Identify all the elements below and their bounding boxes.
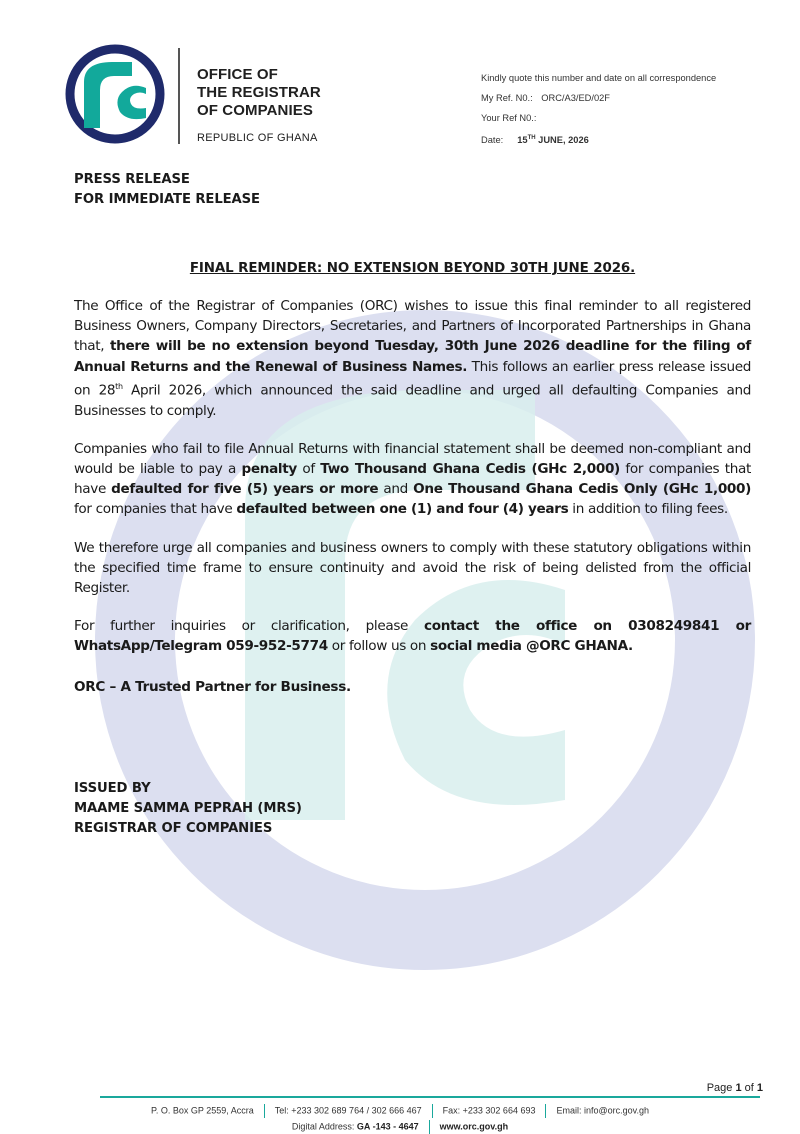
p4-bold-1: contact the office on 0308249841 or WhatsApp/Telegram 059-952-5774 xyxy=(74,618,751,655)
organization-name xyxy=(197,66,321,144)
p4-text-1: For further inquiries or clarification, please xyxy=(74,618,425,635)
org-line-1: OFFICE OF xyxy=(197,66,278,83)
signoff-block xyxy=(74,779,302,839)
fax: Fax: +233 302 664 693 xyxy=(442,1105,536,1116)
p2-bold-3: defaulted for five (5) years or more xyxy=(111,481,379,498)
p2-bold-4: One Thousand Ghana Cedis Only (GHc 1,000) xyxy=(413,481,752,498)
my-ref-value: ORC/A3/ED/02F xyxy=(541,93,610,103)
your-ref-label: Your Ref N0.: xyxy=(481,113,537,123)
header-divider xyxy=(178,48,180,144)
date-value xyxy=(517,135,589,145)
date-label: Date: xyxy=(481,135,504,146)
your-ref xyxy=(481,112,716,132)
p4-text-2: or follow us on xyxy=(327,638,431,655)
footer-separator xyxy=(429,1120,430,1134)
p2-text-4: and xyxy=(378,481,414,498)
paragraph-1 xyxy=(74,296,751,421)
date-day: 15 xyxy=(517,135,528,146)
page-total: 1 xyxy=(756,1082,763,1094)
p2-text-1: Companies who fail to file Annual Returns with financial statement shall be deemed non-compliant and would be liable to pay a xyxy=(74,440,751,477)
page-current: 1 xyxy=(735,1082,742,1094)
issued-by: ISSUED BY xyxy=(74,781,151,796)
footer-separator xyxy=(545,1104,546,1118)
org-line-3: OF COMPANIES xyxy=(197,102,313,119)
my-ref-label: My Ref. N0.: xyxy=(481,93,533,103)
date-sup: TH xyxy=(527,135,536,141)
p2-text-6: in addition to filing fees. xyxy=(568,501,728,518)
p4-bold-2: social media @ORC GHANA. xyxy=(430,638,633,655)
registrar-title: REGISTRAR OF COMPANIES xyxy=(74,821,273,836)
immediate-release-label: FOR IMMEDIATE RELEASE xyxy=(74,192,260,207)
p1-text-1: The Office of the Registrar of Companies (ORC) wishes to issue this final reminder to all registered Business Owners, Company Directors, Secretaries, and Partners of Incorporated Partnerships in Ghana that, xyxy=(74,298,751,355)
digital-address-value: GA -143 - 4647 xyxy=(356,1121,419,1132)
p2-bold-5: defaulted between one (1) and four (4) years xyxy=(236,501,569,518)
paragraph-4 xyxy=(74,616,751,656)
po-box: P. O. Box GP 2559, Accra xyxy=(151,1105,254,1116)
page-label: Page xyxy=(706,1082,736,1094)
p1-bold-1: there will be no extension beyond Tuesday, 30th June 2026 deadline for the filing of Annual Returns and the Renewal of Business Names. xyxy=(74,338,751,375)
date-rest: JUNE, 2026 xyxy=(535,135,589,146)
org-line-2: THE REGISTRAR xyxy=(197,84,321,101)
footer-separator xyxy=(432,1104,433,1118)
footer-contact-row xyxy=(0,1104,800,1118)
page-of: of xyxy=(741,1082,757,1094)
p1-text-2: This follows an earlier press release issued on 28 xyxy=(74,358,751,399)
digital-address-label: Digital Address: xyxy=(291,1121,357,1132)
p1-text-3: April 2026, which announced the said deadline and urged all defaulting Companies and Businesses to comply. xyxy=(74,382,751,419)
footer-address-row xyxy=(0,1120,800,1134)
orc-logo-icon xyxy=(62,42,168,146)
p2-bold-2: Two Thousand Ghana Cedis (GHc 2,000) xyxy=(320,460,620,477)
date-row xyxy=(481,132,716,152)
footer-separator xyxy=(264,1104,265,1118)
my-ref xyxy=(481,92,716,112)
website-link[interactable]: www.orc.gov.gh xyxy=(439,1121,509,1132)
paragraph-2 xyxy=(74,439,751,520)
release-body xyxy=(74,170,751,695)
p2-text-5: for companies that have xyxy=(74,501,237,518)
p2-text-3: for companies that have xyxy=(74,460,751,498)
email: Email: info@orc.gov.gh xyxy=(556,1105,649,1116)
release-heading: FINAL REMINDER: NO EXTENSION BEYOND 30TH JUNE 2026. xyxy=(189,261,636,276)
quote-note: Kindly quote this number and date on all correspondence xyxy=(481,73,717,83)
tagline: ORC – A Trusted Partner for Business. xyxy=(74,678,351,695)
p2-bold-1: penalty xyxy=(241,460,297,477)
registrar-name: MAAME SAMMA PEPRAH (MRS) xyxy=(74,801,302,816)
press-release-label: PRESS RELEASE xyxy=(74,172,190,187)
p1-sup: th xyxy=(115,381,123,391)
reference-block xyxy=(481,72,716,152)
paragraph-3: We therefore urge all companies and business owners to comply with these statutory obligations within the specified time frame to ensure continuity and avoid the risk of being delisted from the official Register. xyxy=(74,539,751,596)
footer-rule xyxy=(100,1096,760,1098)
telephone: Tel: +233 302 689 764 / 302 666 467 xyxy=(274,1105,422,1116)
country-name: REPUBLIC OF GHANA xyxy=(197,132,318,144)
p2-text-2: of xyxy=(296,460,321,477)
page-number xyxy=(707,1082,763,1094)
